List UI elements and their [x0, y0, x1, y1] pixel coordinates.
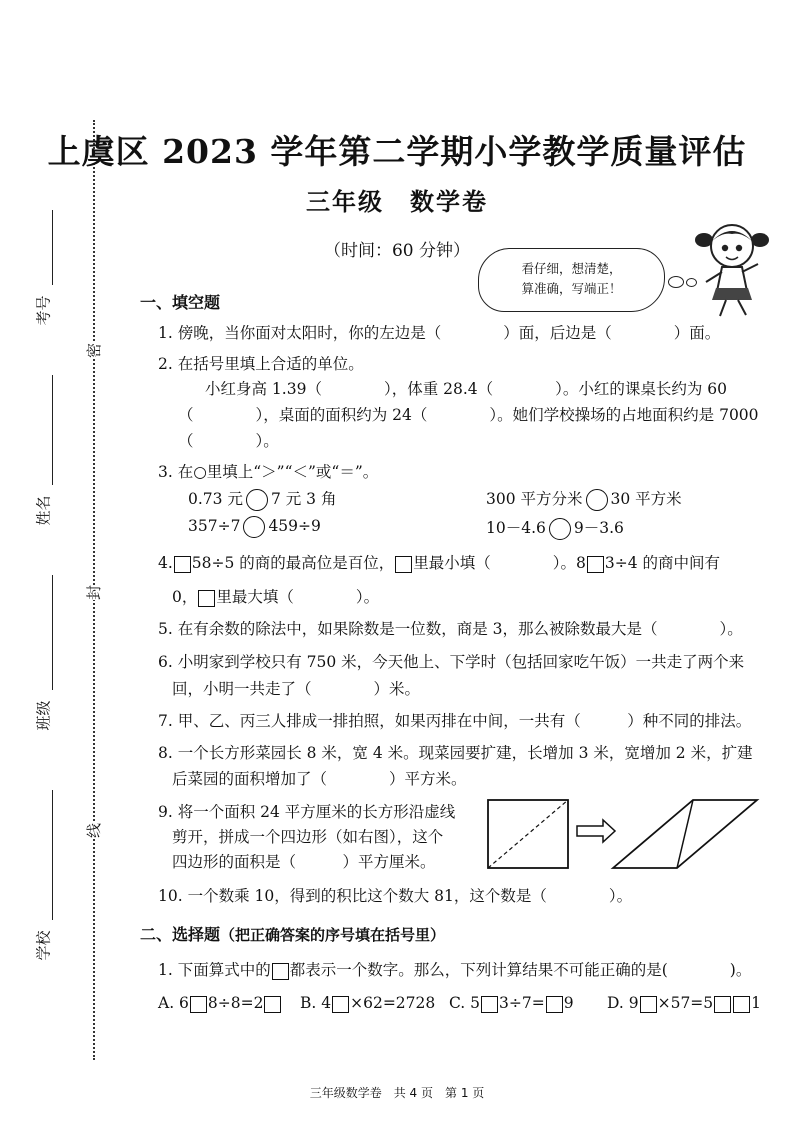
question-3-item-2: [486, 487, 682, 511]
school-label: 学校: [34, 930, 53, 961]
question-3-item-1: [188, 487, 336, 511]
question-2-line-a: 小红身高 1.39（ ），体重 28.4（ ）。小红的课桌长约为 60: [205, 380, 728, 398]
question-9-line-c: 四边形的面积是（ ）平方厘米。: [172, 853, 436, 871]
digit-box: [714, 996, 731, 1013]
seal-mi-label: 密: [85, 342, 104, 359]
digit-box: [481, 996, 498, 1013]
digit-box: [332, 996, 349, 1013]
question-9-line-b: 剪开，拼成一个四边形（如右图），这个: [172, 828, 444, 846]
compare-circle[interactable]: [246, 489, 268, 511]
question-3-item-3: [188, 516, 321, 538]
digit-box: [733, 996, 750, 1013]
question-3: 3. 在○里填上“＞”“＜”或“＝”。: [158, 463, 379, 481]
parallelogram-cut-line: [677, 800, 693, 868]
section-2-heading: 二、选择题: [140, 925, 221, 944]
choice-option-b[interactable]: B. 4 ×62=2728: [300, 994, 436, 1012]
exam-time: （时间：60 分钟）: [323, 241, 471, 261]
digit-box: [546, 996, 563, 1013]
girl-illustration-icon: [692, 218, 772, 320]
choice-option-d[interactable]: D. 9 ×57=5 1: [607, 994, 762, 1012]
digit-box: [264, 996, 281, 1013]
seal-xian-label: 线: [85, 822, 104, 839]
choice-option-a[interactable]: A. 6 8÷8=2: [158, 994, 282, 1013]
class-label: 班级: [34, 700, 53, 731]
name-label: 姓名: [34, 495, 53, 526]
compare-right: 30 平方米: [610, 490, 682, 508]
choice-question-1: 1. 下面算式中的 都表示一个数字。那么，下列计算结果不可能正确的是( )。: [158, 961, 752, 979]
question-6-line-b: 回，小明一共走了（ ）米。: [172, 680, 421, 698]
arrow-right-icon: [577, 820, 615, 842]
section-2-note: （把正确答案的序号填在括号里）: [220, 926, 446, 944]
seal-feng-label: 封: [85, 584, 104, 601]
compare-circle[interactable]: [243, 516, 265, 538]
digit-box: [272, 963, 289, 980]
question-2: 2. 在括号里填上合适的单位。: [158, 355, 364, 373]
question-5: 5. 在有余数的除法中，如果除数是一位数，商是 3，那么被除数最大是（ ）。: [158, 620, 743, 638]
compare-right: 459÷9: [268, 517, 321, 535]
section-2-heading-row: [140, 922, 445, 945]
bubble-line-2: 算准确，写端正！: [521, 281, 622, 296]
page-footer: 三年级数学卷 共 4 页 第 1 页: [309, 1086, 485, 1100]
compare-right: 9－3.6: [573, 519, 624, 537]
exam-number-label: 考号: [34, 295, 53, 326]
school-line: [52, 790, 53, 920]
question-1: 1. 傍晚，当你面对太阳时，你的左边是（ ）面，后边是（ ）面。: [158, 324, 721, 342]
exam-title: 上虞区 2023 学年第二学期小学教学质量评估: [47, 132, 747, 171]
compare-left: 0.73 元: [188, 490, 243, 508]
compare-circle[interactable]: [549, 518, 571, 540]
section-1-heading: 一、填空题: [140, 293, 221, 312]
bubble-line-1: 看仔细，想清楚，: [521, 261, 622, 276]
digit-box: [640, 996, 657, 1013]
choice-option-c[interactable]: C. 5 3÷7= 9: [449, 994, 574, 1012]
compare-left: 357÷7: [188, 517, 241, 535]
question-2-line-b: （ ），桌面的面积约为 24（ ）。她们学校操场的占地面积约是 7000: [178, 406, 759, 424]
bubble-tail-dot: [668, 276, 684, 288]
compare-left: 10－4.6: [486, 519, 546, 537]
question-7: 7. 甲、乙、丙三人排成一排拍照，如果丙排在中间，一共有（ ）种不同的排法。: [158, 712, 752, 730]
question-2-line-c: （ ）。: [178, 432, 279, 450]
speech-bubble: [478, 248, 665, 312]
exam-subtitle: 三年级 数学卷: [306, 187, 488, 216]
compare-right: 7 元 3 角: [270, 490, 337, 508]
question-9-line-a: 9. 将一个面积 24 平方厘米的长方形沿虚线: [158, 803, 456, 821]
question-9-figure: [485, 795, 761, 875]
question-3-item-4: [486, 516, 624, 540]
question-4-line-b: 0， 里最大填（ ）。: [172, 588, 380, 606]
question-8-line-a: 8. 一个长方形菜园长 8 米，宽 4 米。现菜园要扩建，长增加 3 米，宽增加 2 米，扩建: [158, 744, 753, 762]
compare-circle[interactable]: [586, 489, 608, 511]
class-line: [52, 575, 53, 690]
digit-box[interactable]: [174, 556, 191, 573]
name-line: [52, 375, 53, 485]
digit-box[interactable]: [587, 556, 604, 573]
question-4-line-a: 4. 58÷5 的商的最高位是百位， 里最小填（ ）。8 3÷4 的商中间有: [158, 554, 721, 572]
digit-box[interactable]: [198, 590, 215, 607]
question-6-line-a: 6. 小明家到学校只有 750 米，今天他上、下学时（包括回家吃午饭）一共走了两个来: [158, 653, 745, 671]
question-10: 10. 一个数乘 10，得到的积比这个数大 81，这个数是（ ）。: [158, 887, 633, 905]
digit-box[interactable]: [395, 556, 412, 573]
digit-box: [190, 996, 207, 1013]
question-8-line-b: 后菜园的面积增加了（ ）平方米。: [172, 770, 467, 788]
dashed-diagonal: [488, 800, 568, 868]
compare-left: 300 平方分米: [486, 490, 583, 508]
